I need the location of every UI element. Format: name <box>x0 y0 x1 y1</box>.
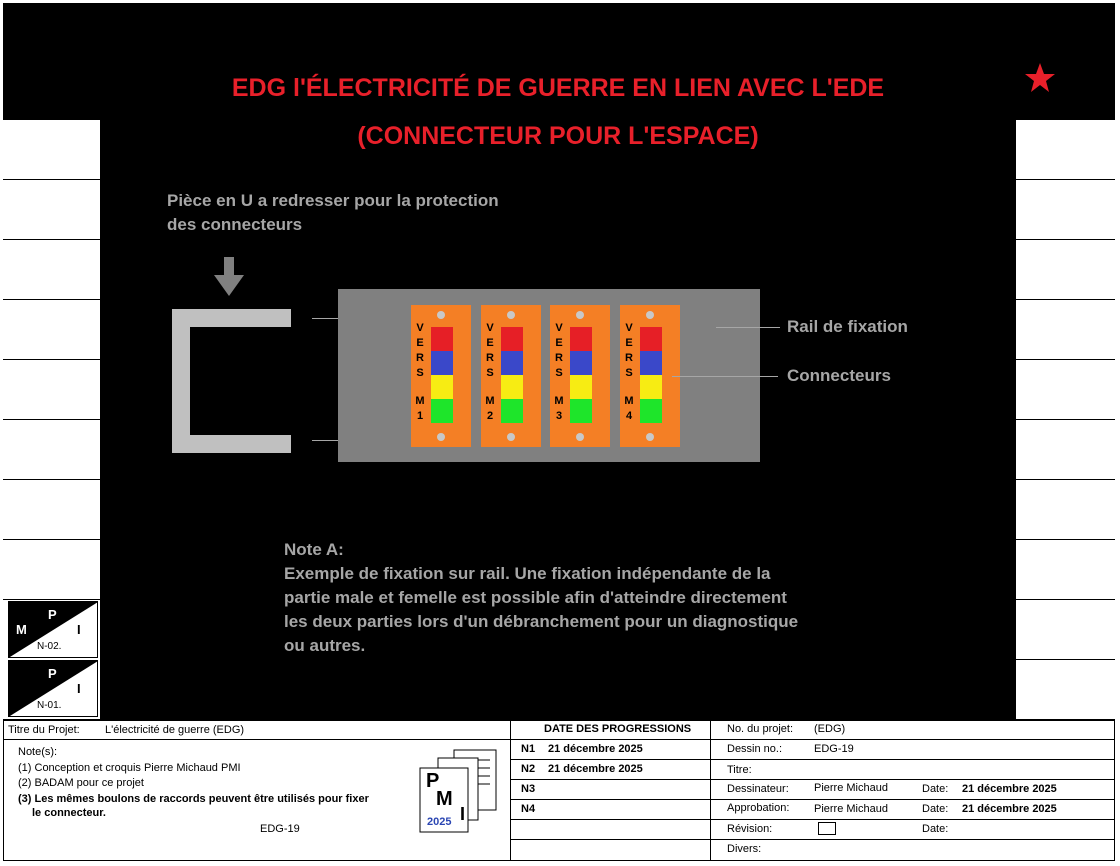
progress-date: 21 décembre 2025 <box>548 743 643 755</box>
logo-letter: M <box>436 788 453 810</box>
date-label: Date: <box>922 783 949 795</box>
project-no-value: (EDG) <box>814 723 846 735</box>
connector-label: V E R S <box>486 322 494 379</box>
margin-cell <box>3 420 100 480</box>
info-row <box>710 720 1114 740</box>
connectors-label: Connecteurs <box>787 366 891 385</box>
progress-row <box>511 820 710 840</box>
info-row <box>710 740 1114 760</box>
connector-label: V E R S <box>555 322 563 379</box>
margin-cell <box>1016 600 1115 660</box>
margin-cell <box>1016 180 1115 240</box>
logo-year: 2025 <box>427 816 452 828</box>
u-piece-label-line: des connecteurs <box>167 215 303 234</box>
margin-cell <box>1016 300 1115 360</box>
connector-1 <box>411 305 471 447</box>
band-blue <box>501 351 523 375</box>
band-red <box>640 327 662 351</box>
drawing-no-label: Dessin no.: <box>727 743 783 755</box>
page-title: EDG l'ÉLECTRICITÉ DE GUERRE EN LIEN AVEC L'EDE <box>231 74 885 102</box>
note-a <box>284 538 844 658</box>
progress-n: N1 <box>521 743 536 755</box>
project-title-label: Titre du Projet: <box>8 724 80 736</box>
stamp-letter: M <box>16 681 27 696</box>
progress-date: 21 décembre 2025 <box>548 763 643 775</box>
approval-value: Pierre Michaud <box>814 803 888 815</box>
titre-label: Titre: <box>727 764 752 776</box>
margin-cell <box>3 240 100 300</box>
band-red <box>570 327 592 351</box>
approval-label: Approbation: <box>727 802 790 814</box>
info-row <box>710 780 1114 800</box>
u-piece-label <box>167 189 499 237</box>
connector-label: V E R S <box>625 322 633 379</box>
stamp-letter: M <box>16 622 27 637</box>
leader-line <box>716 327 780 328</box>
connector-target: M 3 <box>554 395 564 422</box>
revision-stamp <box>8 601 98 658</box>
connector-label: V E R S <box>416 322 424 379</box>
project-no-label: No. du projet: <box>727 723 794 735</box>
margin-cell <box>1016 120 1115 180</box>
stamp-letter: I <box>77 681 81 696</box>
progress-header <box>511 720 710 740</box>
connector-4 <box>620 305 680 447</box>
note-a-line: les deux parties lors d'un débranchement pour un diagnostique <box>284 612 799 631</box>
progress-row <box>511 800 710 820</box>
progress-n: N3 <box>521 783 536 795</box>
stamp-letter: I <box>77 622 81 637</box>
date-label: Date: <box>922 823 949 835</box>
connector-3 <box>550 305 610 447</box>
revision-label: Révision: <box>727 823 773 835</box>
star-icon <box>1024 62 1056 94</box>
margin-cell <box>1016 240 1115 300</box>
margin-cell <box>3 120 100 180</box>
margin-cell <box>3 300 100 360</box>
approval-date: 21 décembre 2025 <box>962 803 1057 815</box>
revision-checkbox[interactable] <box>818 822 836 835</box>
screw-dot <box>437 311 445 319</box>
revision-stamp <box>8 660 98 717</box>
notes-label: Note(s): <box>18 746 58 758</box>
band-green <box>570 399 592 423</box>
page-subtitle: (CONNECTEUR POUR L'ESPACE) <box>357 122 759 150</box>
band-yellow <box>501 375 523 399</box>
progress-n: N4 <box>521 803 536 815</box>
connector-target: M 4 <box>624 395 634 422</box>
progress-n: N2 <box>521 763 536 775</box>
note-a-line: partie male et femelle est possible afin d'atteindre directement <box>284 588 787 607</box>
u-piece <box>172 309 292 453</box>
progress-header-text: DATE DES PROGRESSIONS <box>544 723 692 735</box>
info-row <box>710 760 1114 780</box>
project-title-row <box>3 720 511 740</box>
drawing-no-value: EDG-19 <box>814 743 854 755</box>
band-green <box>501 399 523 423</box>
divers-label: Divers: <box>727 843 762 855</box>
connector-target: M 2 <box>485 395 495 422</box>
connector-target: M 1 <box>415 395 425 422</box>
screw-dot <box>437 433 445 441</box>
band-red <box>501 327 523 351</box>
logo-letter: I <box>460 804 466 824</box>
info-row <box>710 820 1114 840</box>
project-title-value: L'électricité de guerre (EDG) <box>105 724 245 736</box>
stamp-code: N-01. <box>37 700 62 711</box>
down-arrow-icon <box>214 257 244 297</box>
band-blue <box>640 351 662 375</box>
doc-code: EDG-19 <box>260 823 300 835</box>
note-a-heading: Note A: <box>284 540 344 559</box>
band-red <box>431 327 453 351</box>
drafter-date: 21 décembre 2025 <box>962 783 1057 795</box>
margin-cell <box>1016 480 1115 540</box>
screw-dot <box>576 311 584 319</box>
drafter-label: Dessinateur: <box>727 783 789 795</box>
stamp-code: N-02. <box>37 641 62 652</box>
margin-cell <box>1016 420 1115 480</box>
leader-line <box>672 376 778 377</box>
band-green <box>640 399 662 423</box>
margin-cell <box>1016 660 1115 720</box>
screw-dot <box>507 433 515 441</box>
rail-label: Rail de fixation <box>787 317 908 336</box>
band-yellow <box>431 375 453 399</box>
margin-cell <box>3 480 100 540</box>
pmi-logo <box>418 748 500 834</box>
screw-dot <box>507 311 515 319</box>
drafter-value: Pierre Michaud <box>814 782 888 794</box>
connector-2 <box>481 305 541 447</box>
margin-cell <box>1016 540 1115 600</box>
note-2: (2) BADAM pour ce projet <box>18 777 144 789</box>
screw-dot <box>576 433 584 441</box>
stamp-letter: P <box>48 607 57 622</box>
note-a-line: ou autres. <box>284 636 366 655</box>
margin-cell <box>3 540 100 600</box>
band-blue <box>431 351 453 375</box>
screw-dot <box>646 311 654 319</box>
note-3-cont: le connecteur. <box>32 807 106 819</box>
u-piece-label-line: Pièce en U a redresser pour la protection <box>167 191 499 210</box>
margin-cell <box>3 360 100 420</box>
note-1: (1) Conception et croquis Pierre Michaud PMI <box>18 762 241 774</box>
stamp-letter: P <box>48 666 57 681</box>
note-3: (3) Les mêmes boulons de raccords peuvent être utilisés pour fixer <box>18 793 369 805</box>
date-label: Date: <box>922 803 949 815</box>
progress-row <box>511 740 710 760</box>
screw-dot <box>646 433 654 441</box>
note-a-line: Exemple de fixation sur rail. Une fixation indépendante de la <box>284 564 771 583</box>
band-yellow <box>640 375 662 399</box>
progress-row <box>511 780 710 800</box>
band-green <box>431 399 453 423</box>
logo-letter: P <box>426 770 440 792</box>
progress-row <box>511 760 710 780</box>
info-row <box>710 800 1114 820</box>
margin-cell <box>3 180 100 240</box>
band-blue <box>570 351 592 375</box>
band-yellow <box>570 375 592 399</box>
info-row <box>710 840 1114 860</box>
margin-cell <box>1016 360 1115 420</box>
